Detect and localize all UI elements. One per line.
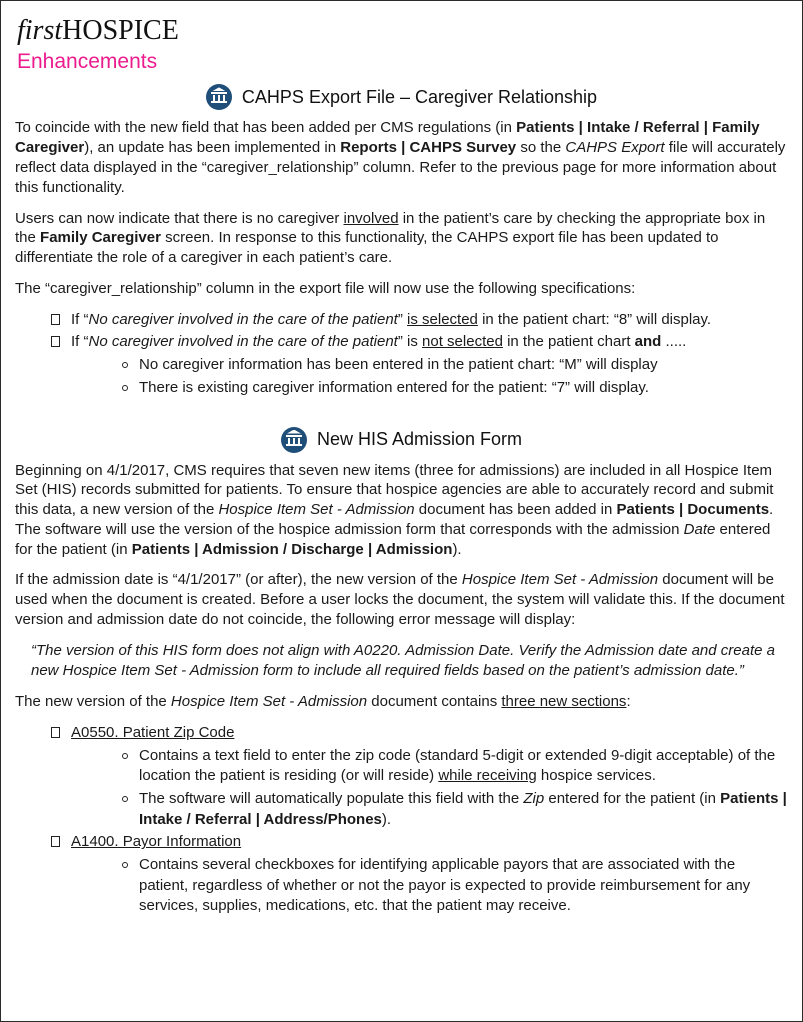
bank-icon [206,84,232,110]
term-zip: Zip [523,789,545,807]
text-fragment: ” [397,310,408,328]
emphasis-not-selected: not selected [422,333,503,351]
text-fragment: ..... [661,333,687,351]
text-fragment: If “ [71,333,89,351]
term-date: Date [683,520,716,538]
emphasis-is-selected: is selected [407,310,478,328]
his-paragraph-2 [15,570,788,629]
cahps-paragraph-3: The “caregiver_relationship” column in the export file will now use the following specifications: [15,279,636,297]
text-fragment: ), an update has been implemented in [84,139,341,157]
cahps-sub-list [71,355,788,398]
list-item: There is existing caregiver information entered for the patient: “7” will display. [121,378,788,399]
cahps-paragraph-1 [15,118,788,197]
a0550-sub-list [71,746,788,831]
text-fragment: in the patient’s care by checking the appropriate box in the [15,209,766,247]
topic-header-cahps [15,84,788,110]
term-hospice-item-set-admission: Hospice Item Set - Admission [461,571,659,589]
ref-family-caregiver: Family Caregiver [40,229,161,247]
list-item [51,310,788,331]
list-item [51,332,788,398]
list-item [121,789,788,830]
section-label-a1400: A1400. Payor Information [71,833,242,851]
term-hospice-item-set-admission: Hospice Item Set - Admission [170,693,368,711]
topic-title-his: New HIS Admission Form [316,429,523,449]
his-paragraph-1 [15,461,788,560]
text-fragment: Contains a text field to enter the zip code (standard 5-digit or extended 9-digit acceptable) of the location the patient is residing (or will reside) [139,746,776,785]
term-hospice-item-set-admission: Hospice Item Set - Admission [218,501,415,519]
text-fragment: If the admission date is “4/1/2017” (or after), the new version of the [15,571,462,589]
ref-patients-intake-address-phones: Patients | Intake / Referral | Address/Phones [139,789,787,828]
list-item [121,746,788,787]
text-fragment: ). [381,810,392,828]
text-fragment: document will be used when the document is created. Before a user locks the document, the system will validate this. If the document version and admission date do not coincide, the following error message will display: [15,571,785,629]
section-label-a0550: A0550. Patient Zip Code [71,723,235,741]
brand-title [17,15,788,47]
text-fragment: so the [516,139,566,157]
ref-patients-intake-family-caregiver: Patients | Intake / Referral | Family Caregiver [15,119,760,157]
list-item [51,723,788,830]
ref-patients-admission-discharge: Patients | Admission / Discharge | Admission [131,540,453,558]
text-fragment: If “ [71,310,89,328]
emphasis-while-receiving: while receiving [438,767,537,785]
ref-reports-cahps-survey: Reports | CAHPS Survey [340,139,517,157]
error-message-quote: “The version of this HIS form does not align with A0220. Admission Date. Verify the Admission date and create a new Hospice Item Set - Admission form to include all required fields based on the patient’s admission date.” [31,641,775,679]
his-new-sections-list [15,723,788,917]
option-no-caregiver-involved: No caregiver involved in the care of the patient [88,333,398,351]
text-fragment: file will accurately reflect data displayed in the “caregiver_relationship” column. Refer to the previous page for more information about this functionality. [15,139,786,196]
emphasis-three-new-sections: three new sections [501,693,627,711]
text-fragment: : [626,693,631,711]
text-fragment: document contains [367,693,502,711]
topic-title-cahps: CAHPS Export File – Caregiver Relationship [241,86,598,107]
text-fragment: screen. In response to this functionality, the CAHPS export file has been updated to differentiate the role of a caregiver in each patient’s care. [15,229,719,267]
brand-hospice: HOSPICE [62,15,179,46]
text-fragment: in the patient chart: “8” will display. [477,310,712,328]
bank-icon [281,427,307,453]
text-fragment: ” is [397,333,423,351]
option-no-caregiver-involved: No caregiver involved in the care of the patient [88,310,398,328]
text-fragment: entered for the patient (in [15,520,771,558]
emphasis-involved: involved [343,209,399,227]
cahps-paragraph-2 [15,209,788,268]
ref-patients-documents: Patients | Documents [616,501,770,519]
list-item: No caregiver information has been entered in the patient chart: “M” will display [121,355,788,376]
list-item: Contains several checkboxes for identifying applicable payors that are associated with the patient, regardless of whether or not the payor is expected to provide reimbursement for any services, supplies, medications, etc. that the patient may receive. [121,855,788,917]
a1400-sub-list [71,855,788,917]
text-fragment: Beginning on 4/1/2017, CMS requires that seven new items (three for admissions) are included in all Hospice Item Set (HIS) records submitted for patients. To ensure that hospice agencies are able to accurately record and submit this data, a new version of the [15,461,774,519]
list-item [51,832,788,917]
text-fragment: The software will automatically populate this field with the [139,789,524,807]
text-fragment: Users can now indicate that there is no caregiver [15,209,344,227]
term-cahps-export: CAHPS Export [565,139,665,157]
section-heading: Enhancements [17,50,158,74]
text-fragment: ). [452,540,462,558]
brand-first: first [17,15,63,46]
text-fragment: entered for the patient (in [544,789,721,807]
topic-header-his [15,427,788,453]
cahps-specification-list [15,310,788,399]
text-fragment: in the patient chart [502,333,635,351]
text-fragment: document has been added in [414,501,617,519]
text-fragment: hospice services. [536,767,656,785]
text-fragment: To coincide with the new field that has been added per CMS regulations (in [15,119,517,137]
his-paragraph-3 [15,692,788,712]
emphasis-and: and [634,333,662,351]
text-fragment: The new version of the [15,693,171,711]
text-fragment: . The software will use the version of the hospice admission form that corresponds with the admission [15,501,774,538]
